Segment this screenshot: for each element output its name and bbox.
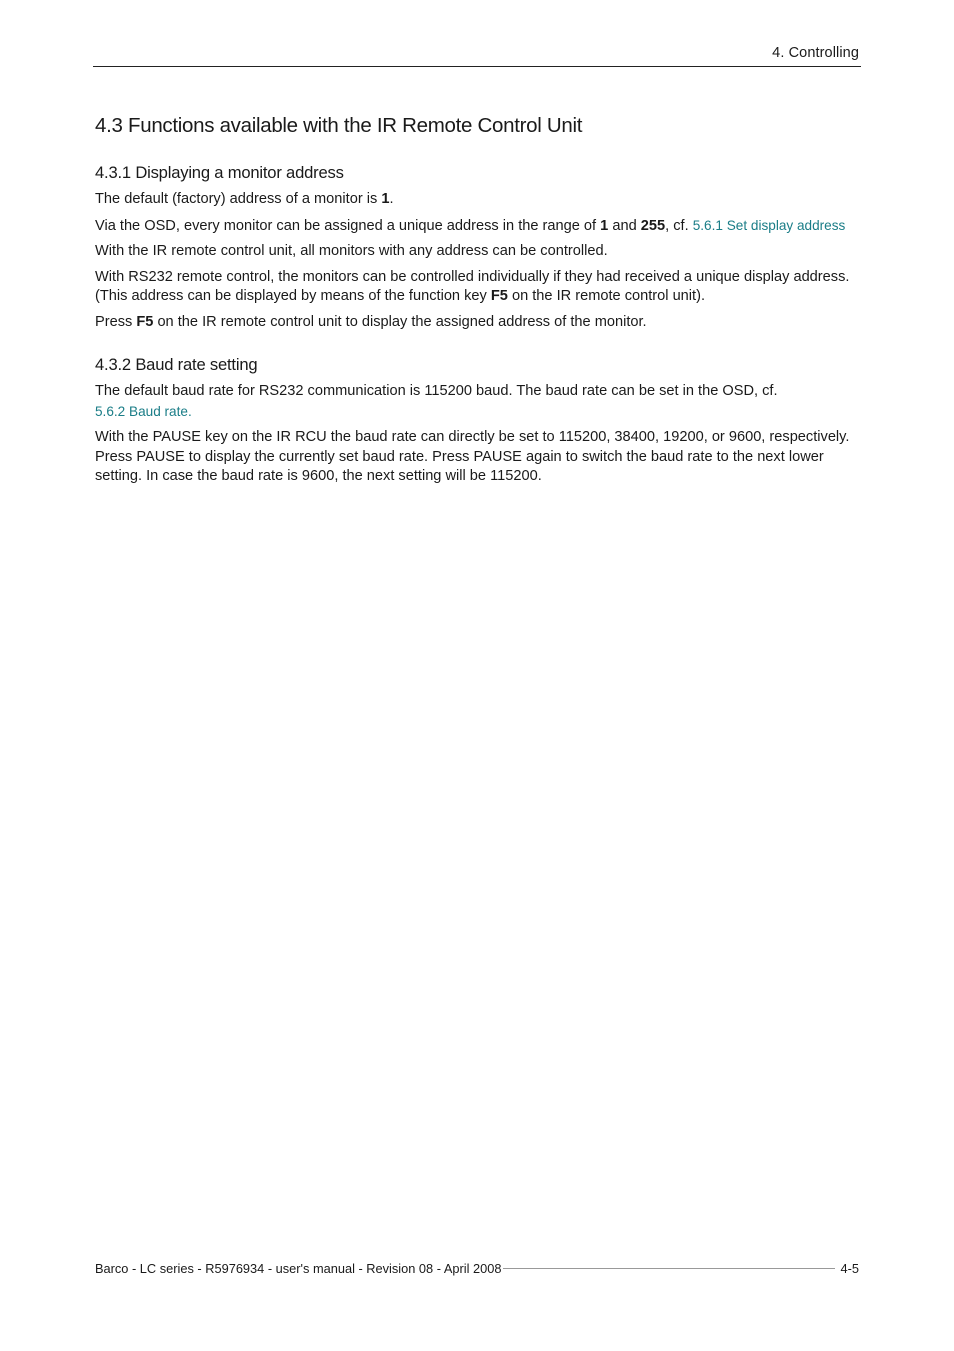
page-content [95,112,855,493]
paragraph-ir-control: With the IR remote control unit, all monitors with any address can be controlled. [95,243,608,259]
paragraph-default-baud: The default baud rate for RS232 communication is 115200 baud. The baud rate can be set in the OSD, cf. 5.6.2 Baud rate. [95,383,778,419]
section-title: 4.3 Functions available with the IR Remote Control Unit [95,114,583,137]
footer-document-info: Barco - LC series - R5976934 - user's manual - Revision 08 - April 2008 [95,1261,502,1276]
page-footer [95,1261,859,1276]
header-rule [93,66,861,67]
running-header: 4. Controlling [772,45,859,61]
link-set-display-address[interactable]: 5.6.1 Set display address [692,217,846,233]
paragraph-pause-key: With the PAUSE key on the IR RCU the baud rate can directly be set to 115200, 38400, 19200, or 9600, respectively. Press PAUSE to display the currently set baud rate. Press PAUSE again to switch the baud rate to the next lower setting. In case the baud rate is 9600, the next setting will be 115200. [95,429,850,484]
footer-rule [503,1268,834,1269]
subsection-title-address: 4.3.1 Displaying a monitor address [95,163,344,182]
page-number: 4-5 [840,1261,859,1276]
subsection-title-baud: 4.3.2 Baud rate setting [95,355,258,374]
paragraph-rs232-control: With RS232 remote control, the monitors can be controlled individually if they had received a unique display address. (This address can be displayed by means of the function key F5 on the IR remote control unit). [95,268,850,304]
paragraph-osd-address: Via the OSD, every monitor can be assigned a unique address in the range of 1 and 255, cf. 5.6.1 Set display address [95,217,846,234]
paragraph-press-f5: Press F5 on the IR remote control unit to display the assigned address of the monitor. [95,313,647,330]
paragraph-default-address: The default (factory) address of a monitor is 1. [95,191,394,207]
link-baud-rate[interactable]: 5.6.2 Baud rate. [95,403,192,419]
